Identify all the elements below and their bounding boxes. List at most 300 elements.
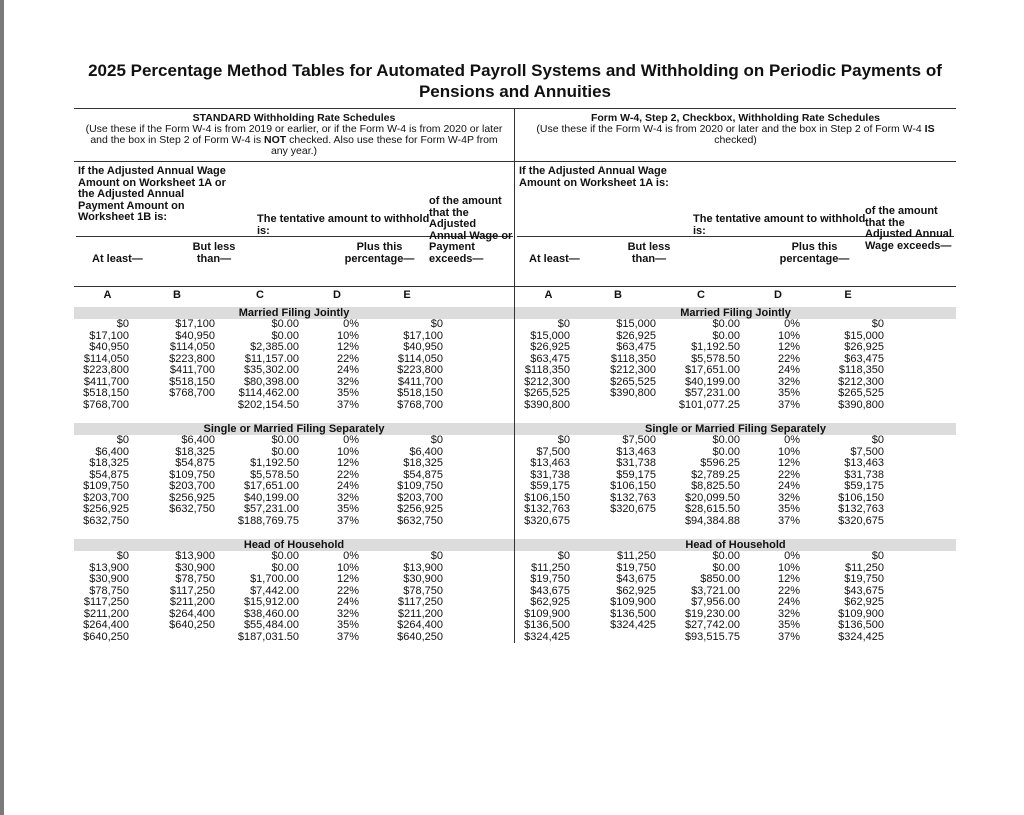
standard-tentative-header: The tentative amount to withhold is: [257,213,430,237]
schedule-section [515,307,956,411]
percentage-cell: 0% [343,550,359,562]
standard-column-letters [74,286,514,303]
but-less-cell: $109,750 [169,468,215,481]
at-least-cell: $223,800 [83,364,129,376]
filing-status-band: Single or Married Filing Separately [74,423,514,435]
at-least-cell: $30,900 [89,573,129,585]
percentage-cell: 22% [336,352,359,365]
but-less-cell: $13,463 [616,445,656,458]
checkbox-caption-bold: IS [924,123,935,135]
tentative-cell: $101,077.25 [678,398,740,411]
rate-rows [74,551,514,643]
tentative-cell: $80,398.00 [243,375,299,388]
tentative-cell: $5,578.50 [691,352,740,365]
exceeds-cell: $13,900 [403,561,443,574]
table-row [515,574,956,586]
tentative-cell: $0.00 [712,329,740,342]
tentative-cell: $0.00 [271,329,299,342]
exceeds-cell: $0 [430,434,443,446]
tentative-cell: $17,651.00 [684,364,740,376]
at-least-cell: $54,875 [89,468,129,481]
at-least-cell: $31,738 [530,468,570,481]
table-row [74,400,514,412]
column-letter-e: E [844,289,852,301]
exceeds-cell: $264,400 [397,619,443,631]
tentative-cell: $3,721.00 [691,584,740,597]
at-least-cell: $59,175 [530,480,570,492]
tentative-cell: $7,442.00 [250,584,299,597]
tentative-cell: $0.00 [271,561,299,574]
tentative-cell: $19,230.00 [684,607,740,620]
exceeds-cell: $19,750 [844,573,884,585]
column-letter-b: B [173,289,181,301]
percentage-cell: 37% [336,630,359,643]
exceeds-cell: $203,700 [397,491,443,504]
table-row [74,481,514,493]
percentage-cell: 22% [777,584,800,597]
but-less-cell: $324,425 [610,619,656,631]
checkbox-col-a-header: If the Adjusted Annual Wage Amount on Worksheet 1A is: [519,165,669,189]
exceeds-cell: $43,675 [844,584,884,597]
exceeds-cell: $62,925 [844,596,884,608]
at-least-cell: $7,500 [536,445,570,458]
exceeds-cell: $212,300 [838,375,884,388]
filing-status-band: Married Filing Jointly [74,307,514,319]
percentage-cell: 0% [343,434,359,446]
tentative-cell: $15,912.00 [243,596,299,608]
tentative-cell: $1,192.50 [250,457,299,469]
but-less-cell: $54,875 [175,457,215,469]
at-least-cell: $264,400 [83,619,129,631]
exceeds-cell: $13,463 [844,457,884,469]
table-row [515,342,956,354]
exceeds-cell: $640,250 [397,630,443,643]
exceeds-cell: $40,950 [403,341,443,353]
table-row [74,551,514,563]
checkbox-of-the-header: of the amount that the Adjusted Annual Wage exceeds— [865,205,952,252]
tentative-cell: $11,157.00 [244,352,299,365]
at-least-cell: $136,500 [524,619,570,631]
percentage-cell: 35% [336,619,359,631]
but-less-cell [580,400,656,412]
standard-plus-this-header: Plus this percentage— [344,241,415,265]
standard-at-least-header: At least— [92,253,143,265]
at-least-cell: $62,925 [530,596,570,608]
exceeds-cell: $0 [871,318,884,330]
percentage-cell: 10% [336,561,359,574]
percentage-cell: 32% [336,491,359,504]
but-less-cell: $18,325 [175,445,215,458]
at-least-cell: $0 [557,434,570,446]
exceeds-cell: $26,925 [844,341,884,353]
but-less-cell: $264,400 [169,607,215,620]
exceeds-cell: $114,050 [397,352,443,365]
table-row [74,365,514,377]
exceeds-cell: $0 [871,434,884,446]
tentative-cell: $7,956.00 [691,596,740,608]
tentative-cell: $0.00 [712,550,740,562]
checkbox-schedule [515,109,956,643]
but-less-cell: $211,200 [169,596,215,608]
table-row [515,516,956,528]
at-least-cell: $106,150 [524,491,570,504]
at-least-cell: $0 [557,550,570,562]
at-least-cell: $632,750 [83,514,129,527]
at-least-cell: $320,675 [524,514,570,527]
checkbox-caption-title: Form W-4, Step 2, Checkbox, Withholding Rate Schedules [590,112,881,124]
schedule-section [515,423,956,527]
exceeds-cell: $15,000 [844,329,884,342]
but-less-cell: $15,000 [616,318,656,330]
but-less-cell: $256,925 [169,491,215,504]
table-row [515,620,956,632]
tentative-cell: $187,031.50 [237,630,299,643]
exceeds-cell: $54,875 [403,468,443,481]
but-less-cell: $117,250 [169,584,215,597]
standard-caption-text-2: checked. Also use these for Form W-4P from any year.) [270,134,498,157]
percentage-cell: 10% [777,561,800,574]
but-less-cell: $109,900 [610,596,656,608]
table-row [515,551,956,563]
percentage-cell: 37% [336,398,359,411]
but-less-cell: $640,250 [169,619,215,631]
table-row [74,458,514,470]
tentative-cell: $57,231.00 [243,503,299,515]
percentage-cell: 12% [777,573,800,585]
checkbox-caption [515,109,956,161]
percentage-cell: 24% [336,596,359,608]
schedule-section [74,423,514,527]
rate-rows [515,435,956,527]
tentative-cell: $8,825.50 [691,480,740,492]
rate-rows [515,319,956,411]
exceeds-cell: $136,500 [838,619,884,631]
table-row [515,388,956,400]
percentage-cell: 12% [336,573,359,585]
exceeds-cell: $78,750 [403,584,443,597]
filing-status-band: Married Filing Jointly [515,307,956,319]
at-least-cell: $768,700 [83,398,129,411]
rate-rows [515,551,956,643]
percentage-cell: 10% [336,329,359,342]
exceeds-cell: $118,350 [838,364,884,376]
at-least-cell: $640,250 [83,630,129,643]
percentage-cell: 32% [777,607,800,620]
at-least-cell: $518,150 [83,387,129,399]
at-least-cell: $109,900 [524,607,570,620]
tentative-cell: $1,700.00 [250,573,299,585]
column-letter-d: D [774,289,782,301]
but-less-cell: $320,675 [610,503,656,515]
table-row [74,620,514,632]
percentage-cell: 32% [336,607,359,620]
table-row [515,319,956,331]
standard-caption-title: STANDARD Withholding Rate Schedules [192,112,396,124]
table-row [74,504,514,516]
percentage-cell: 32% [777,375,800,388]
table-columns [74,109,956,643]
but-less-cell: $118,350 [610,352,656,365]
but-less-cell: $7,500 [622,434,656,446]
percentage-cell: 24% [777,364,800,376]
but-less-cell: $768,700 [169,387,215,399]
tentative-cell: $0.00 [271,318,299,330]
percentage-cell: 24% [336,364,359,376]
filing-status-band: Single or Married Filing Separately [515,423,956,435]
but-less-cell: $390,800 [610,387,656,399]
at-least-cell: $132,763 [524,503,570,515]
table-row [74,319,514,331]
percentage-cell: 35% [777,387,800,399]
column-letter-c: C [256,289,264,301]
but-less-cell [139,516,215,528]
standard-of-the-header: of the amount that the Adjusted Annual Wage or Payment exceeds— [429,195,513,265]
exceeds-cell: $632,750 [397,514,443,527]
at-least-cell: $117,250 [83,596,129,608]
percentage-cell: 22% [777,352,800,365]
tentative-cell: $57,231.00 [684,387,740,399]
percentage-cell: 24% [777,480,800,492]
exceeds-cell: $59,175 [844,480,884,492]
at-least-cell: $256,925 [83,503,129,515]
rate-rows [74,435,514,527]
percentage-cell: 32% [336,375,359,388]
checkbox-tentative-header: The tentative amount to withhold is: [693,213,866,237]
tentative-cell: $0.00 [712,434,740,446]
percentage-cell: 12% [336,457,359,469]
but-less-cell: $223,800 [169,352,215,365]
but-less-cell: $13,900 [175,550,215,562]
percentage-cell: 37% [777,398,800,411]
but-less-cell: $411,700 [169,364,215,376]
table-row [515,365,956,377]
standard-col-a-header: If the Adjusted Annual Wage Amount on Worksheet 1A or the Adjusted Annual Payment Amount on Worksheet 1B is: [78,165,226,223]
but-less-cell: $31,738 [616,457,656,469]
exceeds-cell: $17,100 [403,329,443,342]
column-letter-d: D [333,289,341,301]
tentative-cell: $5,578.50 [250,468,299,481]
but-less-cell: $106,150 [610,480,656,492]
but-less-cell: $78,750 [175,573,215,585]
tentative-cell: $0.00 [712,445,740,458]
percentage-cell: 10% [777,445,800,458]
at-least-cell: $13,900 [89,561,129,574]
percentage-cell: 22% [777,468,800,481]
at-least-cell: $324,425 [524,630,570,643]
exceeds-cell: $324,425 [838,630,884,643]
percentage-cell: 12% [336,341,359,353]
filing-status-band: Head of Household [74,539,514,551]
but-less-cell: $19,750 [616,561,656,574]
at-least-cell: $40,950 [89,341,129,353]
at-least-cell: $0 [557,318,570,330]
standard-caption-bold: NOT [264,134,287,146]
but-less-cell [139,400,215,412]
percentage-cell: 12% [777,341,800,353]
column-letter-c: C [697,289,705,301]
percentage-cell: 37% [336,514,359,527]
table-row [515,458,956,470]
tentative-cell: $94,384.88 [684,514,740,527]
tentative-cell: $2,789.25 [691,468,740,481]
at-least-cell: $11,250 [531,561,570,574]
at-least-cell: $19,750 [530,573,570,585]
table-row [515,597,956,609]
at-least-cell: $13,463 [530,457,570,469]
column-letter-b: B [614,289,622,301]
percentage-cell: 24% [336,480,359,492]
checkbox-sections [515,307,956,643]
table-row [74,632,514,644]
tentative-cell: $40,199.00 [684,375,740,388]
tentative-cell: $1,192.50 [691,341,740,353]
at-least-cell: $17,100 [89,329,129,342]
exceeds-cell: $117,250 [397,596,443,608]
tentative-cell: $0.00 [271,550,299,562]
tentative-cell: $850.00 [700,573,740,585]
standard-but-less-header: But less than— [192,241,236,265]
but-less-cell: $59,175 [616,468,656,481]
at-least-cell: $0 [116,434,129,446]
at-least-cell: $212,300 [524,375,570,388]
standard-schedule [74,109,515,643]
exceeds-cell: $411,700 [397,375,443,388]
rate-rows [74,319,514,411]
percentage-cell: 0% [784,434,800,446]
exceeds-cell: $109,750 [397,480,443,492]
viewer-left-edge [0,0,4,815]
schedule-section [515,539,956,643]
tentative-cell: $28,615.50 [684,503,740,515]
exceeds-cell: $0 [871,550,884,562]
percentage-cell: 10% [336,445,359,458]
percentage-cell: 35% [336,387,359,399]
table-row [74,435,514,447]
but-less-cell: $265,525 [610,375,656,388]
percentage-cell: 0% [784,318,800,330]
standard-caption-text-1: (Use these if the Form W-4 is from 2019 or earlier, or if the Form W-4 is from 2020 or later and the box in Step 2 of Form W-4 is [85,123,503,146]
but-less-cell: $632,750 [169,503,215,515]
at-least-cell: $18,325 [89,457,129,469]
schedule-section [74,307,514,411]
but-less-cell: $114,050 [169,341,215,353]
table-row [74,597,514,609]
at-least-cell: $0 [116,550,129,562]
standard-column-headers [74,161,514,286]
at-least-cell: $118,350 [524,364,570,376]
tentative-cell: $40,199.00 [243,491,299,504]
but-less-cell: $26,925 [616,329,656,342]
exceeds-cell: $18,325 [403,457,443,469]
checkbox-caption-text-1: (Use these if the Form W-4 is from 2020 or later and the box in Step 2 of Form W-4 [536,123,922,135]
exceeds-cell: $211,200 [397,607,443,620]
tentative-cell: $20,099.50 [684,491,740,504]
column-letter-a: A [544,289,553,301]
table-row [515,481,956,493]
at-least-cell: $6,400 [95,445,129,458]
exceeds-cell: $265,525 [838,387,884,399]
at-least-cell: $203,700 [83,491,129,504]
table-row [515,632,956,644]
exceeds-cell: $106,150 [838,491,884,504]
at-least-cell: $78,750 [89,584,129,597]
at-least-cell: $114,050 [83,352,129,365]
checkbox-but-less-header: But less than— [627,241,671,265]
tentative-cell: $114,462.00 [238,387,299,399]
tentative-cell: $0.00 [712,561,740,574]
tentative-cell: $0.00 [712,318,740,330]
tentative-cell: $202,154.50 [237,398,299,411]
exceeds-cell: $390,800 [838,398,884,411]
checkbox-plus-this-header: Plus this percentage— [779,241,850,265]
table-row [74,388,514,400]
at-least-cell: $63,475 [530,352,570,365]
percentage-cell: 0% [343,318,359,330]
tentative-cell: $0.00 [271,445,299,458]
but-less-cell: $40,950 [175,329,215,342]
at-least-cell: $211,200 [83,607,129,620]
percentage-cell: 22% [336,468,359,481]
but-less-cell: $62,925 [616,584,656,597]
exceeds-cell: $6,400 [409,445,443,458]
standard-caption [74,109,514,161]
at-least-cell: $265,525 [524,387,570,399]
tentative-cell: $0.00 [271,434,299,446]
tentative-cell: $35,302.00 [243,364,299,376]
but-less-cell: $518,150 [169,375,215,388]
exceeds-cell: $11,250 [845,561,884,574]
tentative-cell: $17,651.00 [243,480,299,492]
but-less-cell: $63,475 [616,341,656,353]
at-least-cell: $15,000 [530,329,570,342]
exceeds-cell: $0 [430,550,443,562]
exceeds-cell: $518,150 [397,387,443,399]
document-page [74,60,956,643]
column-letter-a: A [103,289,112,301]
exceeds-cell: $223,800 [397,364,443,376]
at-least-cell: $411,700 [83,375,129,388]
tentative-cell: $596.25 [700,457,740,469]
exceeds-cell: $256,925 [397,503,443,515]
exceeds-cell: $109,900 [838,607,884,620]
exceeds-cell: $132,763 [838,503,884,515]
but-less-cell: $212,300 [610,364,656,376]
checkbox-caption-text-2: checked) [714,134,757,146]
tentative-cell: $55,484.00 [243,619,299,631]
at-least-cell: $43,675 [530,584,570,597]
tentative-cell: $188,769.75 [237,514,299,527]
exceeds-cell: $31,738 [844,468,884,481]
tentative-cell: $27,742.00 [684,619,740,631]
percentage-cell: 22% [336,584,359,597]
table-row [74,574,514,586]
but-less-cell: $6,400 [181,434,215,446]
tentative-cell: $2,385.00 [250,341,299,353]
table-row [74,342,514,354]
percentage-cell: 35% [336,503,359,515]
but-less-cell: $132,763 [610,491,656,504]
but-less-cell [580,516,656,528]
percentage-cell: 24% [777,596,800,608]
but-less-cell: $203,700 [169,480,215,492]
table-row [515,435,956,447]
tentative-cell: $38,460.00 [243,607,299,620]
but-less-cell [139,632,215,644]
schedule-section [74,539,514,643]
percentage-cell: 35% [777,503,800,515]
but-less-cell: $11,250 [617,550,656,562]
exceeds-cell: $768,700 [397,398,443,411]
